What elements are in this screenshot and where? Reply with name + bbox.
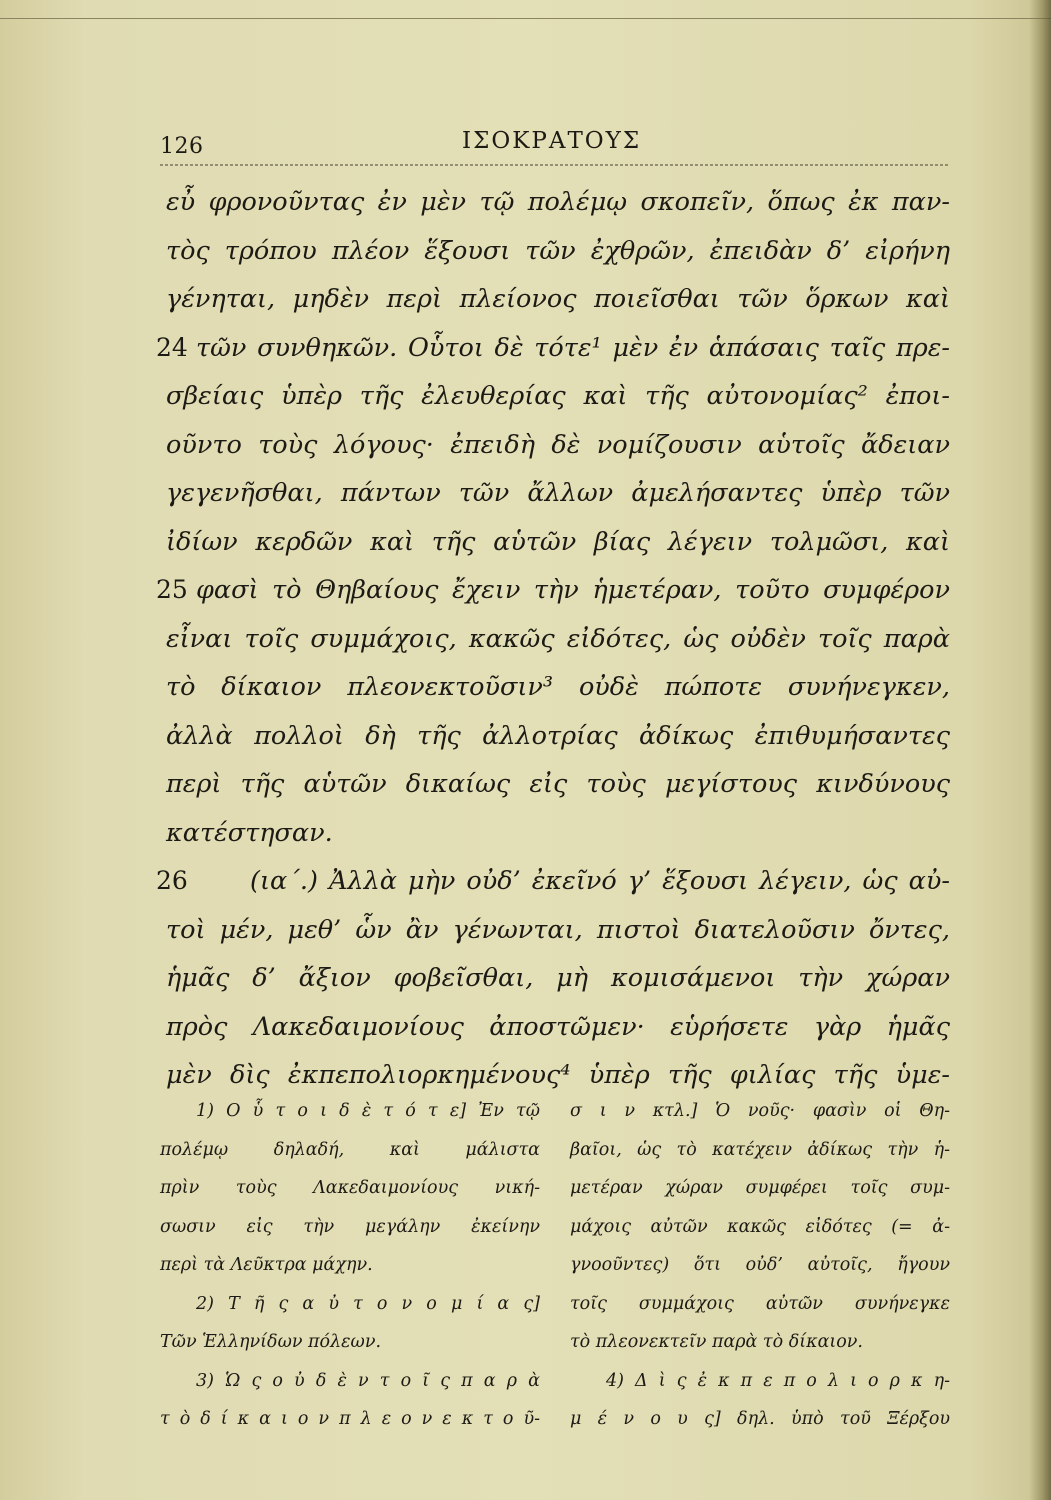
text-line-content: (ια΄.) Ἀλλὰ μὴν οὐδ’ ἐκεῖνό γ’ ἕξουσι λέγειν, ὡς αὐ- xyxy=(250,866,950,896)
footnote-line: τὸ πλεονεκτεῖν παρὰ τὸ δίκαιον. xyxy=(570,1332,863,1352)
text-line xyxy=(160,275,950,324)
footnote-line: τοῖς συμμάχοις αὐτῶν συνήνεγκε xyxy=(570,1293,950,1314)
footnotes-left-column xyxy=(160,1092,540,1439)
footnote-line: μ έ ν ο υ ς] δηλ. ὑπὸ τοῦ Ξέρξου xyxy=(570,1409,950,1429)
text-line-content: ἡμᾶς δ’ ἄξιον φοβεῖσθαι, μὴ κομισάμενοι τὴν χώραν xyxy=(166,963,950,993)
footnote-line: περὶ τὰ Λεῦκτρα μάχην. xyxy=(160,1255,373,1275)
text-line-content: κατέστησαν. xyxy=(166,817,333,848)
text-line-content: μὲν δὶς ἐκπεπολιορκημένους⁴ ὑπὲρ τῆς φιλίας τῆς ὑμε- xyxy=(166,1060,950,1090)
text-line xyxy=(160,615,950,664)
footnote-line: μετέραν χώραν συμφέρει τοῖς συμ- xyxy=(570,1178,950,1198)
footnote-line: σωσιν εἰς τὴν μεγάλην ἐκείνην xyxy=(160,1216,540,1237)
header-wavy-rule xyxy=(160,162,950,168)
footnote-line: μάχοις αὐτῶν κακῶς εἰδότες (= ἀ- xyxy=(570,1216,950,1237)
text-line xyxy=(156,324,950,373)
footnote-line: βαῖοι, ὡς τὸ κατέχειν ἀδίκως τὴν ἡ- xyxy=(570,1139,950,1160)
text-line-content: σβείαις ὑπὲρ τῆς ἐλευθερίας καὶ τῆς αὐτονομίας² ἐποι- xyxy=(166,381,950,411)
footnote-line: 4) Δ ὶ ς ἐ κ π ε π ο λ ι ο ρ κ η- xyxy=(606,1370,950,1391)
footnote-line: Τῶν Ἑλληνίδων πόλεων. xyxy=(160,1332,382,1352)
footnote-line: πρὶν τοὺς Λακεδαιμονίους νική- xyxy=(160,1178,540,1198)
section-number: 25 xyxy=(156,575,188,604)
text-line-content: γένηται, μηδὲν περὶ πλείονος ποιεῖσθαι τῶν ὅρκων καὶ xyxy=(166,284,950,314)
text-line xyxy=(160,954,950,1003)
text-line-content: ἀλλὰ πολλοὶ δὴ τῆς ἀλλοτρίας ἀδίκως ἐπιθυμήσαντες xyxy=(166,720,950,751)
text-line xyxy=(156,857,950,906)
main-text-block xyxy=(156,178,950,1100)
footnote-line: 3) Ὡ ς ο ὐ δ ὲ ν τ ο ῖ ς π α ρ ὰ xyxy=(196,1370,540,1391)
text-line-content: περὶ τῆς αὑτῶν δικαίως εἰς τοὺς μεγίστους κινδύνους xyxy=(166,769,950,799)
text-line-content: φασὶ τὸ Θηβαίους ἔχειν τὴν ἡμετέραν, τοῦτο συμφέρον xyxy=(196,575,950,605)
page-number: 126 xyxy=(160,134,204,159)
text-line xyxy=(160,760,950,809)
text-line xyxy=(160,712,950,761)
page-header xyxy=(160,122,950,162)
top-edge-rule xyxy=(0,18,1051,19)
section-number: 26 xyxy=(156,866,188,895)
text-line-content: τοὶ μέν, μεθ’ ὧν ἂν γένωνται, πιστοὶ διατελοῦσιν ὄντες, xyxy=(166,914,950,945)
text-line xyxy=(160,809,950,858)
text-line-content: εἶναι τοῖς συμμάχοις, κακῶς εἰδότες, ὡς οὐδὲν τοῖς παρὰ xyxy=(166,623,950,654)
text-line-content: γεγενῆσθαι, πάντων τῶν ἄλλων ἀμελήσαντες ὑπὲρ τῶν xyxy=(166,478,950,508)
page-gutter-shadow xyxy=(1029,0,1051,1500)
text-line xyxy=(160,518,950,567)
footnote-line: τ ὸ δ ί κ α ι ο ν π λ ε ο ν ε κ τ ο ῦ- xyxy=(160,1409,540,1429)
footnotes-right-column xyxy=(570,1092,950,1439)
text-line-content: εὖ φρονοῦντας ἐν μὲν τῷ πολέμῳ σκοπεῖν, ὅπως ἐκ παν- xyxy=(166,187,950,217)
text-line xyxy=(160,178,950,227)
text-line xyxy=(160,1003,950,1052)
footnote-line: 2) Τ ῆ ς α ὐ τ ο ν ο μ ί α ς] xyxy=(196,1293,540,1314)
text-line xyxy=(160,469,950,518)
text-line-content: πρὸς Λακεδαιμονίους ἀποστῶμεν· εὑρήσετε γὰρ ἡμᾶς xyxy=(166,1011,950,1042)
text-line xyxy=(160,372,950,421)
text-line-content: τῶν συνθηκῶν. Οὗτοι δὲ τότε¹ μὲν ἐν ἁπάσαις ταῖς πρε- xyxy=(196,332,950,363)
text-line-content: ἰδίων κερδῶν καὶ τῆς αὑτῶν βίας λέγειν τολμῶσι, καὶ xyxy=(166,526,950,557)
text-line xyxy=(160,421,950,470)
section-number: 24 xyxy=(156,332,188,362)
running-title: ΙΣΟΚΡΑΤΟΥΣ xyxy=(462,128,642,154)
text-line-content: οῦντο τοὺς λόγους· ἐπειδὴ δὲ νομίζουσιν αὑτοῖς ἄδειαν xyxy=(166,429,950,460)
footnote-line: σ ι ν κτλ.] Ὁ νοῦς· φασὶν οἱ Θη- xyxy=(570,1101,950,1121)
footnote-line: γνοοῦντες) ὅτι οὐδ’ αὐτοῖς, ἤγουν xyxy=(570,1255,950,1275)
text-line-content: τὸ δίκαιον πλεονεκτοῦσιν³ οὐδὲ πώποτε συνήνεγκεν, xyxy=(166,672,950,702)
text-line xyxy=(156,566,950,615)
text-line-content: τὸς τρόπου πλέον ἕξουσι τῶν ἐχθρῶν, ἐπειδὰν δ’ εἰρήνη xyxy=(166,235,950,266)
text-line xyxy=(160,906,950,955)
footnote-line: πολέμῳ δηλαδή, καὶ μάλιστα xyxy=(160,1139,540,1160)
text-line xyxy=(160,227,950,276)
text-line xyxy=(160,663,950,712)
footnote-line: 1) Ο ὗ τ ο ι δ ὲ τ ό τ ε] Ἐν τῷ xyxy=(196,1101,540,1121)
